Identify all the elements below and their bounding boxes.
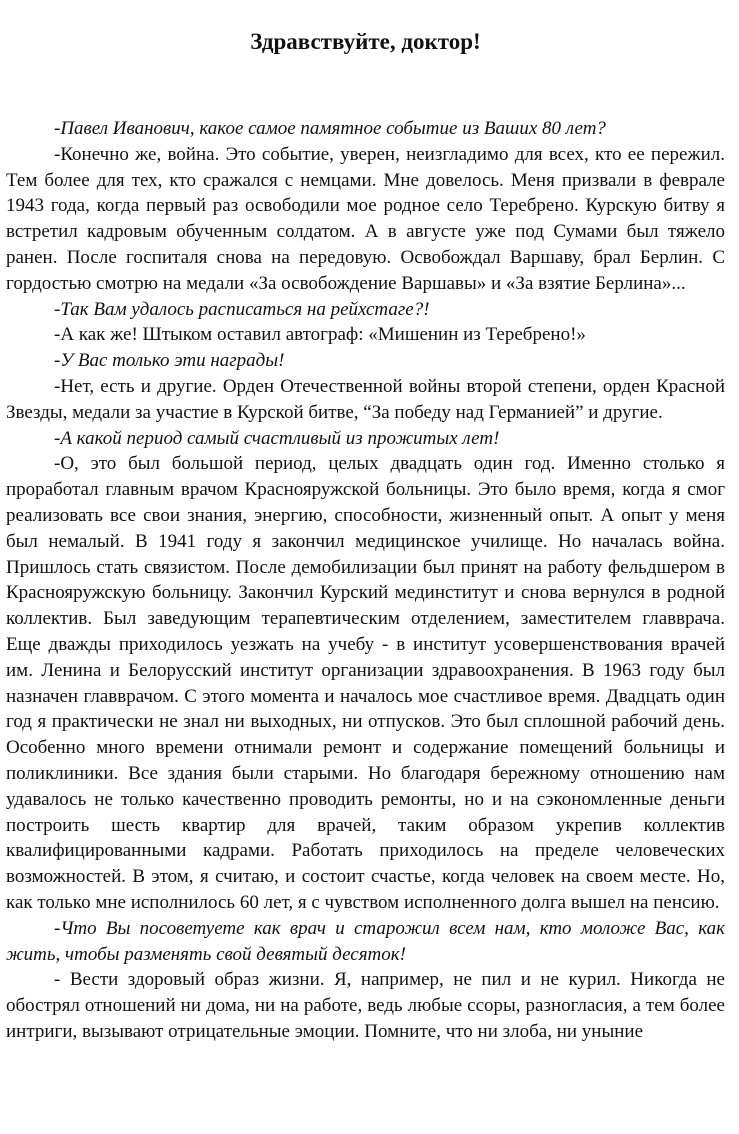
interview-question: -Что Вы посоветуете как врач и старожил всем нам, кто моложе Вас, как жить, чтобы разменять свой девятый десяток! — [6, 917, 725, 965]
interview-answer: - Вести здоровый образ жизни. Я, например, не пил и не курил. Никогда не обострял отношений ни дома, ни на работе, ведь любые ссоры, разногласия, а тем более интриги, вызывают отрицательные эмоции. Помните, что ни злоба, ни уныние — [6, 969, 725, 1042]
interview-answer: -А как же! Штыком оставил автограф: «Мишенин из Теребрено!» — [54, 324, 586, 346]
interview-question: -Так Вам удалось расписаться на рейхстаге?! — [54, 298, 430, 320]
interview-question: -А какой период самый счастливый из прожитых лет! — [54, 427, 500, 449]
interview-question: -У Вас только эти награды! — [54, 350, 285, 372]
interview-answer: -Нет, есть и другие. Орден Отечественной войны второй степени, орден Красной Звезды, медали за участие в Курской битве, “За победу над Германией” и другие. — [6, 375, 725, 423]
interview-answer: -О, это был большой период, целых двадцать один год. Именно столько я проработал главным врачом Краснояружской больницы. Это было время, когда я смог реализовать все свои знания, энергию, способности, жизненный опыт. А опыт у меня был немалый. В 1941 году я закончил медицинское училище. Но началась война. Пришлось стать связистом. После демобилизации был принят на работу фельдшером в Краснояружскую больницу. Закончил Курский мединститут и снова вернулся в родной коллектив. Был заведующим терапевтическим отделением, заместителем главврача. Еще дважды приходилось уезжать на учебу - в институт усовершенствования врачей им. Ленина и Белорусский институт организации здравоохранения. В 1963 году был назначен главврачом. С этого момента и началось мое счастливое время. Двадцать один год я практически не знал ни выходных, ни отпусков. Это был сплошной рабочий день. Особенно много времени отнимали ремонт и содержание помещений больницы и поликлиники. Все здания были старыми. Но благодаря бережному отношению нам удавалось не только качественно проводить ремонты, но и на сэкономленные деньги построить шесть квартир для врачей, таким образом укрепив коллектив квалифицированными кадрами. Работать приходилось на пределе человеческих возможностей. В этом, я считаю, и состоит счастье, когда человек на своем месте. Но, как только мне исполнилось 60 лет, я с чувством исполненного долга вышел на пенсию. — [6, 453, 725, 913]
article-title: Здравствуйте, доктор! — [250, 29, 481, 54]
interview-question: -Павел Иванович, какое самое памятное событие из Ваших 80 лет? — [54, 118, 606, 139]
interview-answer: -Конечно же, война. Это событие, уверен, неизгладимо для всех, кто ее пережил. Тем более для тех, кто сражался с немцами. Мне довелось. Меня призвали в феврале 1943 года, когда первый раз освободили мое родное село Теребрено. Курскую битву я встретил кадровым обученным солдатом. А в августе уже под Сумами был тяжело ранен. После госпиталя снова на передовую. Освобождал Варшаву, брал Берлин. С гордостью смотрю на медали «За освобождение Варшавы» и «За взятие Берлина»... — [6, 143, 725, 294]
